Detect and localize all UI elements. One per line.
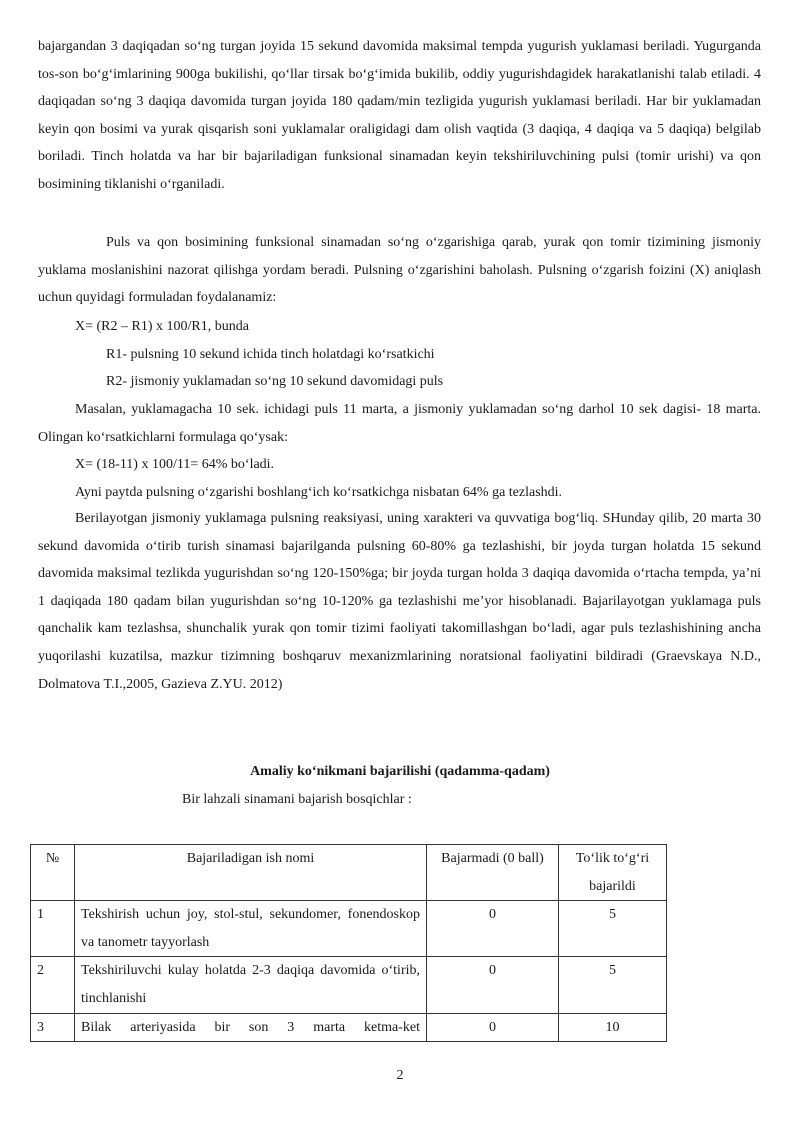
table-row	[31, 901, 667, 957]
row-done-score: 5	[559, 901, 667, 957]
table-row	[31, 1013, 667, 1042]
paragraph-pulse-reaction: Berilayotgan jismoniy yuklamaga pulsning reaksiyasi, uning xarakteri va quvvatiga bog‘liq. SHunday qilib, 20 marta 30 sekund davomida o‘tirib turish sinamasi bajarilganda pulsning 60-80% ga tezlashishi, bir joyda turgan holatda 15 sekund davomida maksimal tezlikda yugurishdan so‘ng 120-150%ga; bir joyda turgan holda 3 daqiqa davomida o‘rtacha tempda, ya’ni 1 daqiqada 180 qadam bilan yugurishdan so‘ng 10-120% ga tezlashishi me’yor hisoblanadi. Bajarilayotgan yuklamaga puls qanchalik kam tezlashsa, shunchalik yurak qon tomir tizimi faoliyati takomillashgan bo‘ladi, agar puls tezlashishining ancha yuqorilashi kuzatilsa, mazkur tizimning boshqaruv mexanizmlarining noratsional faoliyatini bildiradi (Graevskaya N.D., Dolmatova T.I.,2005, Gazieva Z.YU. 2012)	[38, 511, 761, 692]
paragraph-pulse-intro: Puls va qon bosimining funksional sinamadan so‘ng o‘zgarishiga qarab, yurak qon tomir tizimining jismoniy yuklama moslanishini nazorat qilishga yordam beradi. Pulsning o‘zgarishini baholash. Pulsning o‘zgarish foizini (X) aniqlash uchun quyidagi formuladan foydalanamiz:	[38, 235, 761, 306]
row-not-done-score: 0	[427, 1013, 559, 1042]
calculation-line: X= (18-11) x 100/11= 64% bo‘ladi.	[75, 457, 275, 472]
row-not-done-score: 0	[427, 901, 559, 957]
formula-r1-definition: R1- pulsning 10 sekund ichida tinch holatdagi ko‘rsatkichi	[106, 347, 435, 362]
formula-line: X= (R2 – R1) x 100/R1, bunda	[75, 319, 249, 334]
section-subtitle: Bir lahzali sinamani bajarish bosqichlar :	[182, 792, 412, 807]
section-title: Amaliy ko‘nikmani bajarilishi (qadamma-qadam)	[250, 764, 550, 779]
steps-table	[30, 844, 667, 1042]
page-number: 2	[396, 1068, 404, 1083]
row-number: 3	[31, 1013, 75, 1042]
paragraph-example: Masalan, yuklamagacha 10 sek. ichidagi puls 11 marta, a jismoniy yuklamadan so‘ng darhol 10 sek dagisi- 18 marta. Olingan ko‘rsatkichlarni formulaga qo‘ysak:	[38, 402, 761, 445]
header-fully-done: To‘lik to‘g‘ri bajarildi	[559, 845, 667, 901]
formula-r2-definition: R2- jismoniy yuklamadan so‘ng 10 sekund davomidagi puls	[106, 374, 444, 389]
row-done-score: 10	[559, 1013, 667, 1042]
row-number: 2	[31, 957, 75, 1013]
row-task: Tekshirish uchun joy, stol-stul, sekundomer, fonendoskop va tanometr tayyorlash	[75, 901, 427, 957]
row-done-score: 5	[559, 957, 667, 1013]
row-task: Bilak arteriyasida bir son 3 marta ketma-ket	[75, 1013, 427, 1042]
table-row	[31, 957, 667, 1013]
row-task: Tekshiriluvchi kulay holatda 2-3 daqiqa davomida o‘tirib, tinchlanishi	[75, 957, 427, 1013]
header-task-name: Bajariladigan ish nomi	[75, 845, 427, 901]
header-number: №	[31, 845, 75, 901]
header-not-done: Bajarmadi (0 ball)	[427, 845, 559, 901]
table-header-row	[31, 845, 667, 901]
row-number: 1	[31, 901, 75, 957]
result-line: Ayni paytda pulsning o‘zgarishi boshlang‘ich ko‘rsatkichga nisbatan 64% ga tezlashdi.	[75, 485, 563, 500]
paragraph-running-load: bajargandan 3 daqiqadan so‘ng turgan joyida 15 sekund davomida maksimal tempda yugurish yuklamasi beriladi. Yugurganda tos-son bo‘g‘imlarining 900ga bukilishi, qo‘llar tirsak bo‘g‘imida bukilib, oddiy yugurishdagidek harakatlanishi talab etiladi. 4 daqiqadan so‘ng 3 daqiqa davomida turgan joyida 180 qadam/min tezligida yugurish yuklamasi beriladi. Har bir yuklamadan keyin qon bosimi va yurak qisqarish soni yuklamalar oraligidagi dam olish vaqtida (3 daqiqa, 4 daqiqa va 5 daqiqa) belgilab boriladi. Tinch holatda va har bir bajariladigan funksional sinamadan keyin tekshiriluvchining pulsi (tomir urishi) va qon bosimining tiklanishi o‘rganiladi.	[38, 39, 761, 192]
row-not-done-score: 0	[427, 957, 559, 1013]
